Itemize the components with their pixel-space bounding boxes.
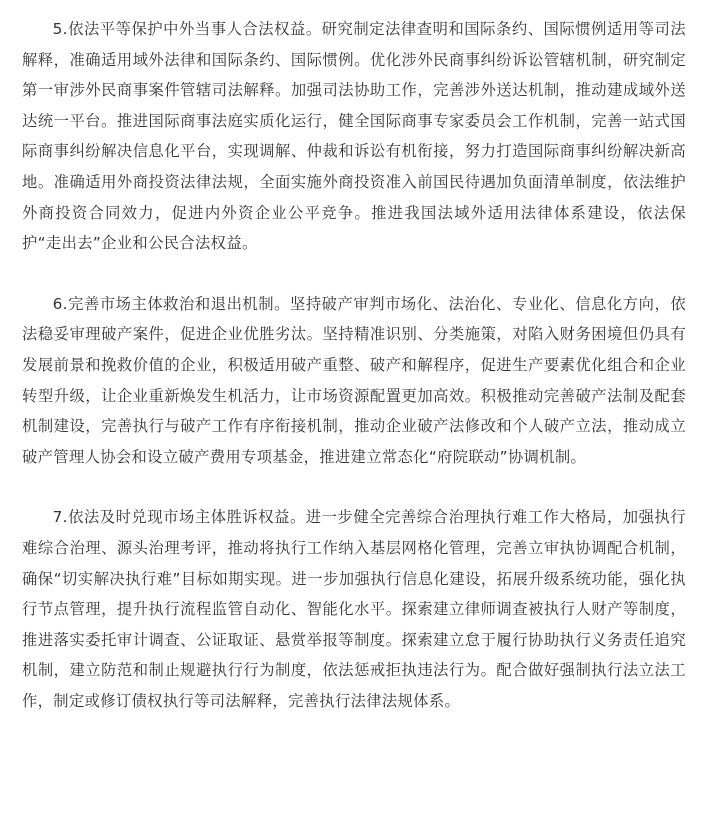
paragraph-6: 6.完善市场主体救治和退出机制。坚持破产审判市场化、法治化、专业化、信息化方向，依法稳妥审理破产案件，促进企业优胜劣汰。坚持精准识别、分类施策，对陷入财务困境但仍具有发展前景和挽救价值的企业，积极适用破产重整、破产和解程序，促进生产要素优化组合和企业转型升级，让企业重新焕发生机活力，让市场资源配置更加高效。积极推动完善破产法制及配套机制建设，完善执行与破产工作有序衔接机制，推动企业破产法修改和个人破产立法，推动成立破产管理人协会和设立破产费用专项基金，推进建立常态化“府院联动”协调机制。 <box>22 294 686 466</box>
document-body <box>22 14 686 716</box>
paragraph-5: 5.依法平等保护中外当事人合法权益。研究制定法律查明和国际条约、国际惯例适用等司法解释，准确适用域外法律和国际条约、国际惯例。优化涉外民商事纠纷诉讼管辖机制，研究制定第一审涉外民商事案件管辖司法解释。加强司法协助工作，完善涉外送达机制，推动建成域外送达统一平台。推进国际商事法庭实质化运行，健全国际商事专家委员会工作机制，完善一站式国际商事纠纷解决信息化平台，实现调解、仲裁和诉讼有机衔接，努力打造国际商事纠纷解决新高地。准确适用外商投资法律法规，全面实施外商投资准入前国民待遇加负面清单制度，依法维护外商投资合同效力，促进内外资企业公平竞争。推进我国法域外适用法律体系建设，依法保护“走出去”企业和公民合法权益。 <box>22 20 686 253</box>
paragraph-7: 7.依法及时兑现市场主体胜诉权益。进一步健全完善综合治理执行难工作大格局，加强执行难综合治理、源头治理考评，推动将执行工作纳入基层网格化管理，完善立审执协调配合机制，确保“切实解决执行难”目标如期实现。进一步加强执行信息化建设，拓展升级系统功能，强化执行节点管理，提升执行流程监管自动化、智能化水平。探索建立律师调查被执行人财产等制度，推进落实委托审计调查、公证取证、悬赏举报等制度。探索建立怠于履行协助执行义务责任追究机制，建立防范和制止规避执行行为制度，依法惩戒拒执违法行为。配合做好强制执行法立法工作，制定或修订债权执行等司法解释，完善执行法律法规体系。 <box>22 508 686 710</box>
